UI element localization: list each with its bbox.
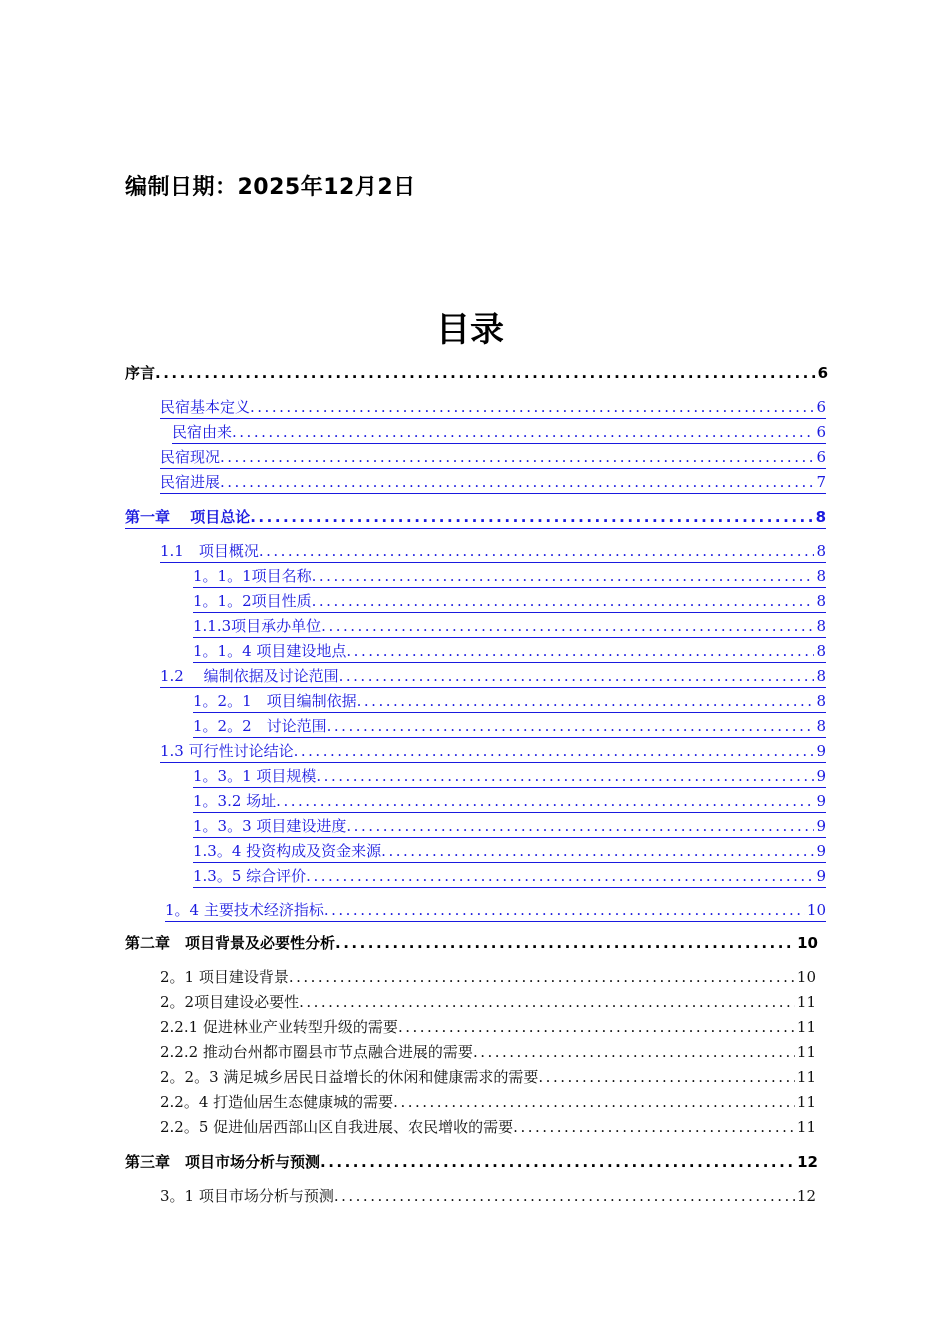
toc-entry-link[interactable] xyxy=(193,815,826,838)
toc-entry-label: 1.3。5 综合评价 xyxy=(193,867,307,885)
leader-dots xyxy=(473,1041,795,1063)
toc-entry-label: 3。1 项目市场分析与预测 xyxy=(160,1187,334,1205)
toc-entry-label: 1.1 项目概况 xyxy=(160,542,259,560)
toc-entry-label: 第一章 项目总论 xyxy=(125,508,251,526)
toc-entry-label: 1。3。3 项目建设进度 xyxy=(193,817,347,835)
toc-entry[interactable] xyxy=(160,1116,816,1138)
leader-dots xyxy=(220,471,814,493)
toc-entry-page: 8 xyxy=(816,567,826,585)
toc-entry-label: 2.2。5 促进仙居西部山区自我进展、农民增收的需要 xyxy=(160,1118,514,1136)
leader-dots xyxy=(294,740,815,762)
toc-entry-page: 8 xyxy=(816,717,826,735)
toc-entry-label: 第二章 项目背景及必要性分析 xyxy=(125,934,336,952)
toc-entry-label: 民宿现况 xyxy=(160,448,221,466)
toc-entry-link[interactable] xyxy=(193,565,826,588)
toc-entry-chapter[interactable] xyxy=(125,506,826,529)
toc-entry-page: 11 xyxy=(796,1018,816,1036)
toc-entry-link[interactable] xyxy=(165,899,826,922)
leader-dots xyxy=(327,715,815,737)
leader-dots xyxy=(259,540,815,562)
leader-dots xyxy=(312,565,815,587)
toc-entry-link[interactable] xyxy=(172,421,826,444)
toc-entry-label: 2。1 项目建设背景 xyxy=(160,968,289,986)
toc-entry-page: 9 xyxy=(816,742,826,760)
toc-entry-label: 2.2。4 打造仙居生态健康城的需要 xyxy=(160,1093,394,1111)
toc-entry[interactable] xyxy=(160,1066,816,1088)
toc-entry-label: 1。2。2 讨论范围 xyxy=(193,717,327,735)
toc-entry-label: 2。2项目建设必要性 xyxy=(160,993,300,1011)
leader-dots xyxy=(346,815,814,837)
leader-dots xyxy=(513,1116,795,1138)
toc-entry-page: 9 xyxy=(816,817,826,835)
leader-dots xyxy=(312,590,815,612)
leader-dots xyxy=(276,790,814,812)
toc-entry-link[interactable] xyxy=(160,471,826,494)
toc-entry-link[interactable] xyxy=(160,540,826,563)
toc-entry-label: 1.3。4 投资构成及资金来源 xyxy=(193,842,382,860)
toc-entry-chapter[interactable] xyxy=(125,1151,818,1173)
toc-entry-link[interactable] xyxy=(160,665,826,688)
toc-entry-page: 12 xyxy=(797,1153,818,1171)
toc-entry-label: 1.3 可行性讨论结论 xyxy=(160,742,294,760)
toc-entry-label: 1.1.3项目承办单位 xyxy=(193,617,322,635)
toc-entry-page: 11 xyxy=(796,1118,816,1136)
leader-dots xyxy=(346,640,814,662)
toc-entry-link[interactable] xyxy=(193,840,826,863)
toc-entry-page: 8 xyxy=(816,642,826,660)
leader-dots xyxy=(220,446,814,468)
leader-dots xyxy=(357,690,815,712)
leader-dots xyxy=(334,1185,795,1207)
toc-entry-preface[interactable] xyxy=(125,362,828,384)
toc-entry-label: 1。3.2 场址 xyxy=(193,792,277,810)
leader-dots xyxy=(250,396,814,418)
compile-date: 编制日期：2025年12月2日 xyxy=(125,175,416,200)
toc-entry[interactable] xyxy=(160,991,816,1013)
toc-entry-link[interactable] xyxy=(160,446,826,469)
leader-dots xyxy=(306,865,814,887)
toc-entry-page: 6 xyxy=(816,398,826,416)
leader-dots xyxy=(381,840,814,862)
leader-dots xyxy=(316,765,814,787)
toc-entry-page: 11 xyxy=(796,1043,816,1061)
toc-entry-label: 1.2 编制依据及讨论范围 xyxy=(160,667,339,685)
leader-dots xyxy=(393,1091,795,1113)
toc-entry-page: 12 xyxy=(796,1187,816,1205)
toc-entry-page: 10 xyxy=(796,968,816,986)
toc-entry-link[interactable] xyxy=(193,640,826,663)
toc-entry-label: 2.2.1 促进林业产业转型升级的需要 xyxy=(160,1018,398,1036)
toc-entry-page: 6 xyxy=(817,364,828,382)
toc-entry-page: 8 xyxy=(816,667,826,685)
toc-entry-page: 8 xyxy=(816,692,826,710)
toc-entry-link[interactable] xyxy=(160,396,826,419)
toc-entry-page: 9 xyxy=(816,842,826,860)
toc-entry-page: 6 xyxy=(816,423,826,441)
toc-entry-page: 10 xyxy=(806,901,826,919)
leader-dots xyxy=(398,1016,795,1038)
toc-entry[interactable] xyxy=(160,966,816,988)
toc-entry-page: 8 xyxy=(816,592,826,610)
toc-entry-page: 11 xyxy=(796,993,816,1011)
toc-title: 目录 xyxy=(436,310,504,350)
toc-entry-page: 10 xyxy=(797,934,818,952)
toc-entry-page: 8 xyxy=(816,617,826,635)
toc-entry-chapter[interactable] xyxy=(125,932,818,954)
leader-dots xyxy=(339,665,815,687)
toc-entry-link[interactable] xyxy=(193,865,826,888)
toc-entry-label: 民宿进展 xyxy=(160,473,221,491)
toc-entry-label: 1。1。2项目性质 xyxy=(193,592,312,610)
toc-entry-link[interactable] xyxy=(193,615,826,638)
leader-dots xyxy=(250,506,813,528)
toc-entry-page: 8 xyxy=(815,508,826,526)
toc-entry-label: 第三章 项目市场分析与预测 xyxy=(125,1153,321,1171)
leader-dots xyxy=(320,1151,795,1173)
toc-entry-page: 7 xyxy=(816,473,826,491)
toc-entry-page: 11 xyxy=(796,1093,816,1111)
leader-dots xyxy=(335,932,795,954)
toc-entry[interactable] xyxy=(160,1016,816,1038)
toc-entry-link[interactable] xyxy=(193,690,826,713)
toc-entry[interactable] xyxy=(160,1091,816,1113)
leader-dots xyxy=(324,899,805,921)
toc-entry-link[interactable] xyxy=(193,715,826,738)
toc-entry-label: 民宿由来 xyxy=(172,423,233,441)
toc-entry-link[interactable] xyxy=(193,765,826,788)
toc-entry[interactable] xyxy=(160,1041,816,1063)
leader-dots xyxy=(289,966,795,988)
toc-entry-page: 9 xyxy=(816,767,826,785)
toc-entry-label: 序言 xyxy=(125,364,156,382)
toc-entry-page: 9 xyxy=(816,867,826,885)
leader-dots xyxy=(232,421,814,443)
leader-dots xyxy=(321,615,814,637)
toc-entry-label: 1。1。1项目名称 xyxy=(193,567,312,585)
leader-dots xyxy=(538,1066,795,1088)
toc-entry-link[interactable] xyxy=(193,790,826,813)
toc-entry-link[interactable] xyxy=(193,590,826,613)
toc-entry-label: 民宿基本定义 xyxy=(160,398,251,416)
leader-dots xyxy=(299,991,795,1013)
toc-entry-label: 1。1。4 项目建设地点 xyxy=(193,642,347,660)
toc-entry-label: 1。3。1 项目规模 xyxy=(193,767,317,785)
toc-entry-link[interactable] xyxy=(160,740,826,763)
leader-dots xyxy=(155,362,816,384)
toc-entry-label: 2。2。3 满足城乡居民日益增长的休闲和健康需求的需要 xyxy=(160,1068,539,1086)
toc-entry-label: 1。2。1 项目编制依据 xyxy=(193,692,357,710)
toc-entry-page: 8 xyxy=(816,542,826,560)
toc-entry-page: 6 xyxy=(816,448,826,466)
toc-entry-label: 1。4 主要技术经济指标 xyxy=(165,901,324,919)
toc-entry-label: 2.2.2 推动台州都市圈县市节点融合进展的需要 xyxy=(160,1043,473,1061)
toc-entry-page: 9 xyxy=(816,792,826,810)
toc-entry-page: 11 xyxy=(796,1068,816,1086)
toc-entry[interactable] xyxy=(160,1185,816,1207)
